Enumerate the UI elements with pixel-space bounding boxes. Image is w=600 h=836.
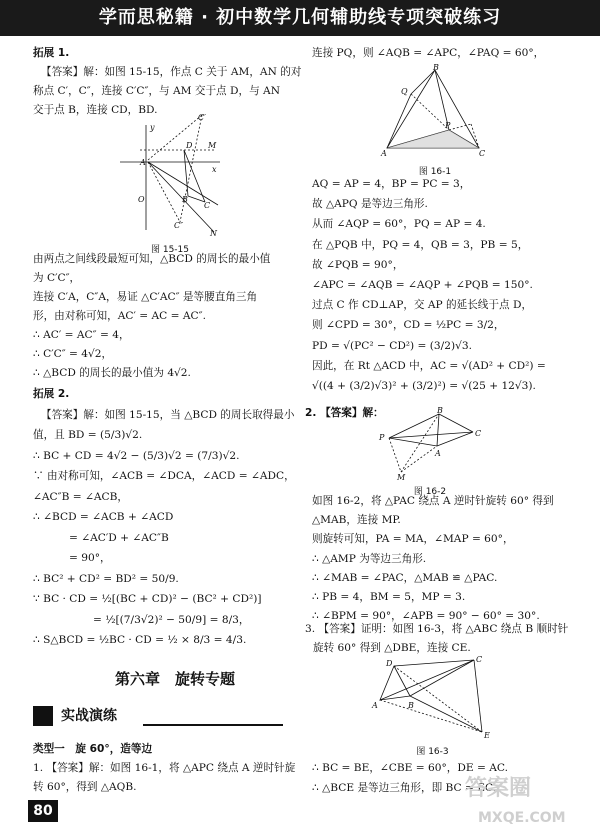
- text-line: ∠AC″B = ∠ACB，: [33, 490, 128, 503]
- figure-16-1-diagram: [375, 64, 495, 160]
- fig-label: C: [475, 429, 482, 438]
- text-line: ∴ C′C″ = 4√2，: [33, 348, 113, 360]
- ext1-solution: [33, 250, 270, 383]
- section-rule: [143, 724, 283, 726]
- figure-16-2: [375, 406, 485, 496]
- fig-label: B: [408, 701, 414, 710]
- figure-15-15-diagram: [110, 110, 230, 238]
- fig-label: C′: [198, 113, 206, 122]
- page-number: 80: [28, 800, 58, 822]
- fig-label: A: [372, 701, 378, 710]
- text-line: ∴ BC = BE，∠CBE = 60°，DE = AC.: [312, 762, 508, 774]
- figure-15-15: [110, 110, 230, 255]
- figure-16-2-diagram: [375, 406, 485, 480]
- text-line: ∴ △BCD 的周长的最小值为 4√2.: [33, 367, 191, 379]
- text-line: ∴ BC + CD = 4√2 − (5/3)√2 = (7/3)√2.: [33, 449, 240, 462]
- text-line: ∴ △BCE 是等边三角形，即 BC = EC.: [312, 782, 497, 794]
- section-title: 实战演练: [61, 708, 117, 724]
- figure-caption: 图 16-2: [413, 487, 447, 497]
- type-heading: 类型一 旋 60°，造等边: [33, 743, 153, 755]
- text-line: ∴ ∠MAB = ∠PAC，△MAB ≌ △PAC.: [312, 571, 498, 584]
- text-line: 由两点之间线段最短可知，△BCD 的周长的最小值: [33, 253, 271, 265]
- text-line: 连接 C′A，C″A，易证 △C′AC″ 是等腰直角三角: [33, 291, 258, 303]
- text-line: 形，由对称可知，AC′ = AC = AC″.: [33, 310, 206, 322]
- text-line: 故 ∠PQB = 90°，: [312, 258, 404, 271]
- fig-label: P: [379, 433, 385, 442]
- text-line: ∴ △AMP 为等边三角形.: [312, 552, 427, 565]
- text-line: 【答案】解：如图 15-15，作点 C 关于 AM，AN 的对: [41, 66, 302, 78]
- text-line: ∴ ∠BPM = 90°，∠APB = 90° − 60° = 30°.: [312, 610, 540, 623]
- q2-block: [305, 404, 384, 423]
- text-line: 过点 C 作 CD⊥AP，交 AP 的延长线于点 D，: [312, 299, 533, 312]
- q1-solution: [312, 174, 546, 396]
- fig-label: Q: [401, 87, 408, 96]
- text-line: ∠APC = ∠AQB = ∠AQP + ∠PQB = 150°.: [312, 279, 533, 292]
- figure-caption: 图 15-15: [150, 245, 189, 255]
- fig-label: N: [210, 229, 217, 238]
- fig-label: C: [479, 149, 486, 158]
- type1-block: [33, 740, 295, 797]
- q2-title: 2. 【答案】解：: [305, 407, 384, 419]
- text-line: √((4 + (3/2)√3)² + (3/2)²) = √(25 + 12√3).: [312, 380, 536, 393]
- figure-caption: 图 16-1: [418, 167, 452, 177]
- fig-label: D: [186, 141, 193, 150]
- text-line: ∴ PB = 4，BM = 5，MP = 3.: [312, 591, 466, 604]
- figure-16-3-diagram: [370, 656, 495, 740]
- ext1-block: [33, 44, 301, 120]
- text-line: 则旋转可知，PA = MA，∠MAP = 60°，: [312, 533, 514, 546]
- text-line: 3. 【答案】证明：如图 16-3，将 △ABC 绕点 B 顺时针: [305, 623, 569, 635]
- text-line: 从而 ∠AQP = 60°，PQ = AP = 4.: [312, 218, 486, 231]
- text-line: 值，且 BD = (5/3)√2.: [33, 429, 143, 441]
- text-line: ∴ BC² + CD² = BD² = 50/9.: [33, 572, 179, 585]
- fig-label: D: [386, 659, 393, 668]
- fig-label: O: [138, 195, 145, 204]
- fig-label: C″: [174, 221, 184, 230]
- section-bar: [33, 706, 283, 728]
- figure-16-3: [370, 656, 495, 757]
- text-line: = ½[(7/3√2)² − 50/9] = 8/3，: [93, 613, 250, 626]
- fig-label: A: [435, 449, 441, 458]
- text-line: 交于点 B，连接 CD，BD.: [33, 104, 158, 116]
- fig-label: C: [476, 656, 483, 664]
- text-line: 故 △APQ 是等边三角形.: [312, 198, 428, 211]
- text-line: ∵ 由对称可知，∠ACB = ∠DCA，∠ACD = ∠ADC，: [33, 470, 295, 482]
- text-line: 如图 16-2，将 △PAC 绕点 A 逆时针旋转 60° 得到: [312, 495, 554, 507]
- fig-label: B: [437, 406, 443, 415]
- q2-solution: [312, 492, 554, 626]
- text-line: ∴ S△BCD = ½BC · CD = ½ × 8/3 = 4/3.: [33, 634, 247, 646]
- text-line: △MAB，连接 MP.: [312, 514, 401, 527]
- text-line: ∴ ∠BCD = ∠ACB + ∠ACD: [33, 511, 174, 523]
- text-line: 连接 PQ，则 ∠AQB = ∠APC，∠PAQ = 60°，: [312, 47, 545, 59]
- ext1-title: 拓展 1.: [33, 47, 70, 59]
- fig-label: A: [140, 158, 146, 167]
- ext2-title: 拓展 2.: [33, 388, 70, 400]
- ext2-block: [33, 384, 295, 651]
- text-line: 旋转 60° 得到 △DBE，连接 CE.: [313, 642, 471, 654]
- fig-label: M: [397, 473, 406, 480]
- text-line: 称点 C′，C″，连接 C′C″，与 AM 交于点 D，与 AN: [33, 85, 280, 97]
- text-line: 为 C′C″，: [33, 272, 81, 284]
- figure-16-1: [375, 64, 495, 177]
- text-line: 则 ∠CPD = 30°，CD = ½PC = 3/2，: [312, 319, 505, 332]
- fig-label: B: [182, 195, 188, 204]
- text-line: 因此，在 Rt △ACD 中，AC = √(AD² + CD²) =: [312, 359, 546, 372]
- figure-caption: 图 16-3: [416, 747, 449, 757]
- right-top: [312, 44, 544, 63]
- text-line: 1. 【答案】解：如图 16-1，将 △APC 绕点 A 逆时针旋: [33, 762, 296, 774]
- text-line: PD = √(PC² − CD²) = (3/2)√3.: [312, 339, 472, 352]
- text-line: 转 60°，得到 △AQB.: [33, 781, 137, 793]
- fig-label: B: [433, 64, 439, 72]
- fig-label: E: [484, 731, 490, 740]
- fig-label: A: [381, 149, 387, 158]
- text-line: ∵ BC · CD = ½[(BC + CD)² − (BC² + CD²)]: [33, 593, 262, 605]
- fig-label: M: [208, 141, 217, 150]
- fig-label: P: [445, 121, 451, 130]
- fig-label: x: [212, 165, 217, 174]
- watermark-logo: 答案圈: [465, 776, 532, 801]
- fig-label: y: [150, 123, 155, 132]
- watermark-url: MXQE.COM: [478, 810, 566, 826]
- text-line: 【答案】解：如图 15-15，当 △BCD 的周长取得最小: [41, 408, 295, 421]
- text-line: AQ = AP = 4，BP = PC = 3，: [312, 178, 471, 190]
- fig-label: C: [204, 201, 211, 210]
- pencil-icon: [33, 706, 53, 726]
- text-line: 在 △PQB 中，PQ = 4，QB = 3，PB = 5，: [312, 238, 529, 251]
- q3-block: [305, 620, 568, 658]
- text-line: = 90°，: [69, 552, 111, 564]
- text-line: = ∠AC′D + ∠AC″B: [69, 531, 169, 544]
- chapter-title: 第六章 旋转专题: [114, 670, 235, 688]
- text-line: ∴ AC′ = AC″ = 4，: [33, 329, 130, 341]
- page-header: 学而思秘籍 · 初中数学几何辅助线专项突破练习: [0, 0, 600, 36]
